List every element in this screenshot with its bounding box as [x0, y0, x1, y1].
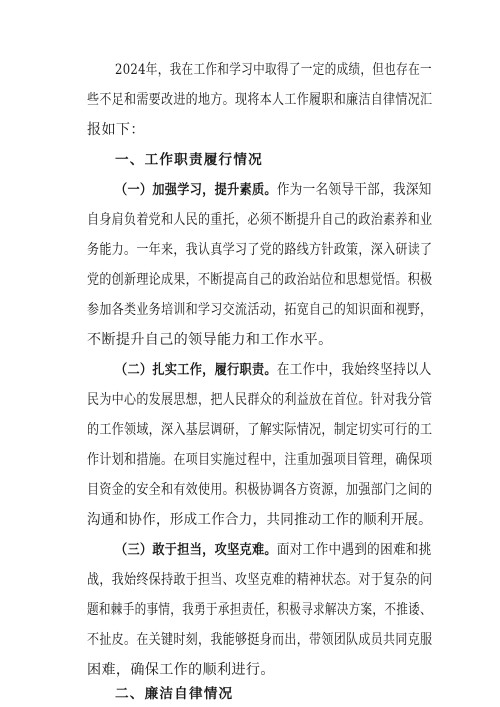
para-2-first-text: 在工作中，我始终坚持以人 — [276, 362, 432, 378]
section-1-heading: 一、工作职责履行情况 — [115, 152, 263, 168]
para-1-line-4: 党的创新理论成果，不断提高自己的政治站位和思想觉悟。积极 — [87, 272, 433, 288]
para-3-line-2: 战，我始终保持敢于担当、攻坚克难的精神状态。对于复杂的问 — [87, 572, 433, 588]
para-1-first-text: 作为一名领导干部，我深知 — [276, 182, 432, 198]
para-2-line-4: 作计划和措施。在项目实施过程中，注重加强项目管理，确保项 — [87, 452, 433, 468]
intro-line-1: 2024年，我在工作和学习中取得了一定的成绩，但也存在一 — [115, 62, 432, 78]
para-3-line-3: 题和棘手的事情，我勇于承担责任，积极寻求解决方案，不推诿、 — [87, 602, 432, 618]
para-1-first-line — [115, 181, 432, 199]
para-1-subtitle: （一）加强学习，提升素质。 — [115, 182, 277, 198]
para-3-first-line — [115, 541, 432, 559]
para-2-subtitle: （二）扎实工作，履行职责。 — [115, 362, 277, 378]
para-1-line-2: 自身肩负着党和人民的重托，必须不断提升自己的政治素养和业 — [87, 212, 433, 228]
para-2-line-6: 沟通和协作，形成工作合力，共同推动工作的顺利开展。 — [87, 512, 433, 528]
para-2-line-5: 目资金的安全和有效使用。积极协调各方资源，加强部门之间的 — [87, 482, 433, 498]
para-3-subtitle: （三）敢于担当，攻坚克难。 — [115, 542, 277, 558]
section-2-heading: 二、廉洁自律情况 — [115, 686, 234, 702]
intro-line-3: 报如下： — [87, 122, 145, 138]
para-1-line-3: 务能力。一年来，我认真学习了党的路线方针政策，深入研读了 — [87, 242, 433, 258]
para-3-line-4: 不扯皮。在关键时刻，我能够挺身而出，带领团队成员共同克服 — [87, 632, 433, 648]
para-1-line-5: 参加各类业务培训和学习交流活动，拓宽自己的知识面和视野， — [87, 302, 433, 318]
para-3-first-text: 面对工作中遇到的困难和挑 — [276, 542, 432, 558]
para-2-line-2: 民为中心的发展思想，把人民群众的利益放在首位。针对我分管 — [87, 392, 433, 408]
para-1-line-6: 不断提升自己的领导能力和工作水平。 — [87, 332, 333, 348]
para-2-line-3: 的工作领域，深入基层调研，了解实际情况，制定切实可行的工 — [87, 422, 433, 438]
para-2-first-line — [115, 361, 432, 379]
para-3-line-5: 困难，确保工作的顺利进行。 — [87, 662, 275, 678]
intro-line-2: 些不足和需要改进的地方。现将本人工作履职和廉洁自律情况汇 — [87, 92, 433, 108]
